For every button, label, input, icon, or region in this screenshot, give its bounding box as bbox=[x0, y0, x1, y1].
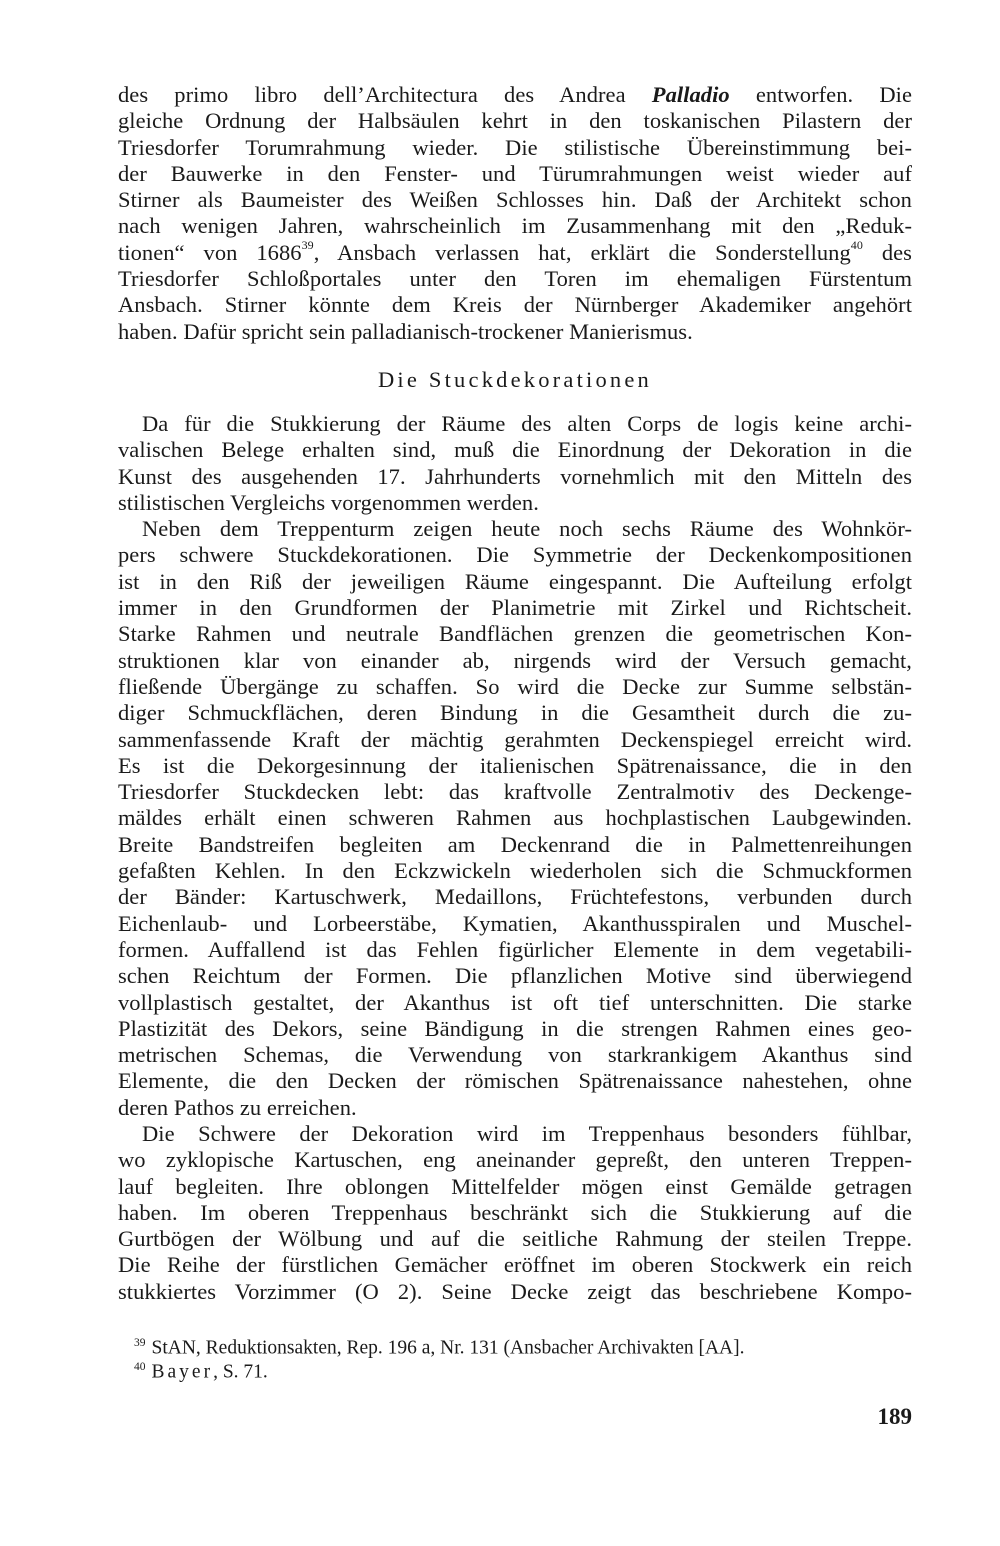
text-line: immer in den Grundformen der Planimetrie mit Zirkel und Richtscheit. bbox=[118, 595, 912, 621]
footnote-ref: 40 bbox=[850, 238, 863, 253]
footnote-text: , S. 71. bbox=[213, 1361, 268, 1383]
text-line: gefaßten Kehlen. In den Eckzwickeln wiederholen sich die Schmuckformen bbox=[118, 858, 912, 884]
text-line: Ansbach. Stirner könnte dem Kreis der Nürnberger Akademiker angehört bbox=[118, 292, 912, 318]
text-line: Triesdorfer Torumrahmung wieder. Die stilistische Übereinstimmung bei- bbox=[118, 134, 912, 160]
text-line: tionen“ von 1686$^{39}$, Ansbach verlassen hat, erklärt die Sonderstellung$^{40}$ des bbox=[118, 238, 912, 265]
text-line: stilistischen Vergleichs vorgenommen werden. bbox=[118, 489, 539, 515]
text-line: haben. Im oberen Treppenhaus beschränkt sich die Stukkierung auf die bbox=[118, 1199, 912, 1225]
paragraph-3 bbox=[118, 516, 912, 1121]
footnote-number: 40 bbox=[134, 1361, 146, 1374]
text-line: pers schwere Stuckdekorationen. Die Symmetrie der Deckenkompositionen bbox=[118, 542, 912, 568]
text-line: des primo libro dell’Architectura des Andrea Palladio entworfen. Die bbox=[118, 82, 912, 107]
page-number: 189 bbox=[877, 1404, 912, 1429]
footnote-author: Bayer bbox=[151, 1361, 214, 1383]
text-line: der Bänder: Kartuschwerk, Medaillons, Früchtefestons, verbunden durch bbox=[118, 884, 912, 910]
text-line: Eichenlaub- und Lorbeerstäbe, Kymatien, Akanthusspiralen und Muschel- bbox=[118, 910, 912, 936]
text-line: Breite Bandstreifen begleiten am Deckenrand die in Palmettenreihungen bbox=[118, 831, 912, 857]
text-line: ist in den Riß der jeweiligen Räume eingespannt. Die Aufteilung erfolgt bbox=[118, 568, 912, 594]
section-heading: Die Stuckdekorationen bbox=[377, 366, 653, 392]
text-line: formen. Auffallend ist das Fehlen figürlicher Elemente in dem vegetabili- bbox=[118, 936, 912, 962]
page-body bbox=[118, 82, 912, 1383]
footnote bbox=[134, 1331, 912, 1359]
text-line: Neben dem Treppenturm zeigen heute noch sechs Räume des Wohnkör- bbox=[142, 516, 912, 542]
text-line: deren Pathos zu erreichen. bbox=[118, 1094, 357, 1120]
text-line: Stirner als Baumeister des Weißen Schlosses hin. Daß der Architekt schon bbox=[118, 187, 912, 213]
text-line: Plastizität des Dekors, seine Bändigung in die strengen Rahmen eines geo- bbox=[118, 1015, 912, 1041]
text-line: Starke Rahmen und neutrale Bandflächen grenzen die geometrischen Kon- bbox=[118, 621, 912, 647]
footnote-text: StAN, Reduktionsakten, Rep. 196 a, Nr. 131 (Ansbacher Archivakten [AA]. bbox=[151, 1337, 745, 1359]
text-line: diger Schmuckflächen, deren Bindung in die Gesamtheit durch die zu- bbox=[118, 700, 912, 726]
text-line: vollplastisch gestaltet, der Akanthus ist oft tief unterschnitten. Die starke bbox=[118, 989, 912, 1015]
text-line: haben. Dafür spricht sein palladianisch-trockener Manierismus. bbox=[118, 318, 693, 344]
text-line: Gurtbögen der Wölbung und auf die seitliche Rahmung der steilen Treppe. bbox=[118, 1226, 912, 1252]
text-line: sammenfassende Kraft der mächtig gerahmten Deckenspiegel erreicht wird. bbox=[118, 726, 912, 752]
paragraph-2 bbox=[118, 411, 912, 516]
footnotes bbox=[118, 1331, 912, 1383]
text-line: metrischen Schemas, die Verwendung von starkrankigem Akanthus sind bbox=[118, 1042, 912, 1068]
text-line: Die Schwere der Dekoration wird im Treppenhaus besonders fühlbar, bbox=[142, 1120, 912, 1146]
text-line: mäldes erhält einen schweren Rahmen aus hochplastischen Laubgewinden. bbox=[118, 805, 912, 831]
text-line: stukkiertes Vorzimmer (O 2). Seine Decke zeigt das beschriebene Kompo- bbox=[118, 1278, 912, 1304]
text-line: Es ist die Dekorgesinnung der italienischen Spätrenaissance, die in den bbox=[118, 752, 912, 778]
italic-name: Palladio bbox=[651, 82, 730, 107]
footnote-number: 39 bbox=[134, 1337, 146, 1350]
text-line: Triesdorfer Stuckdecken lebt: das kraftvolle Zentralmotiv des Deckenge- bbox=[118, 779, 912, 805]
footnote-ref: 39 bbox=[301, 238, 314, 253]
text-line: der Bauwerke in den Fenster- und Türumrahmungen weist wieder auf bbox=[118, 160, 912, 186]
text-line: struktionen klar von einander ab, nirgends wird der Versuch gemacht, bbox=[118, 647, 912, 673]
paragraph-1 bbox=[118, 82, 912, 345]
text-line: valischen Belege erhalten sind, muß die Einordnung der Dekoration in die bbox=[118, 437, 912, 463]
text-line: Da für die Stukkierung der Räume des alten Corps de logis keine archi- bbox=[142, 410, 912, 436]
text-line: schen Reichtum der Formen. Die pflanzlichen Motive sind überwiegend bbox=[118, 963, 912, 989]
text-line: nach wenigen Jahren, wahrscheinlich im Zusammenhang mit den „Reduk- bbox=[118, 213, 912, 239]
text-line: fließende Übergänge zu schaffen. So wird die Decke zur Summe selbstän- bbox=[118, 673, 912, 699]
text-line: lauf begleiten. Ihre oblongen Mittelfelder mögen einst Gemälde getragen bbox=[118, 1173, 912, 1199]
paragraph-4 bbox=[118, 1121, 912, 1305]
text-line: wo zyklopische Kartuschen, eng aneinander gepreßt, den unteren Treppen- bbox=[118, 1147, 912, 1173]
text-line: Triesdorfer Schloßportales unter den Toren im ehemaligen Fürstentum bbox=[118, 266, 912, 292]
text-line: gleiche Ordnung der Halbsäulen kehrt in den toskanischen Pilastern der bbox=[118, 108, 912, 134]
text-line: Kunst des ausgehenden 17. Jahrhunderts vornehmlich mit den Mitteln des bbox=[118, 463, 912, 489]
text-line: Die Reihe der fürstlichen Gemächer eröffnet im oberen Stockwerk ein reich bbox=[118, 1252, 912, 1278]
text-line: Elemente, die den Decken der römischen Spätrenaissance nahestehen, ohne bbox=[118, 1068, 912, 1094]
